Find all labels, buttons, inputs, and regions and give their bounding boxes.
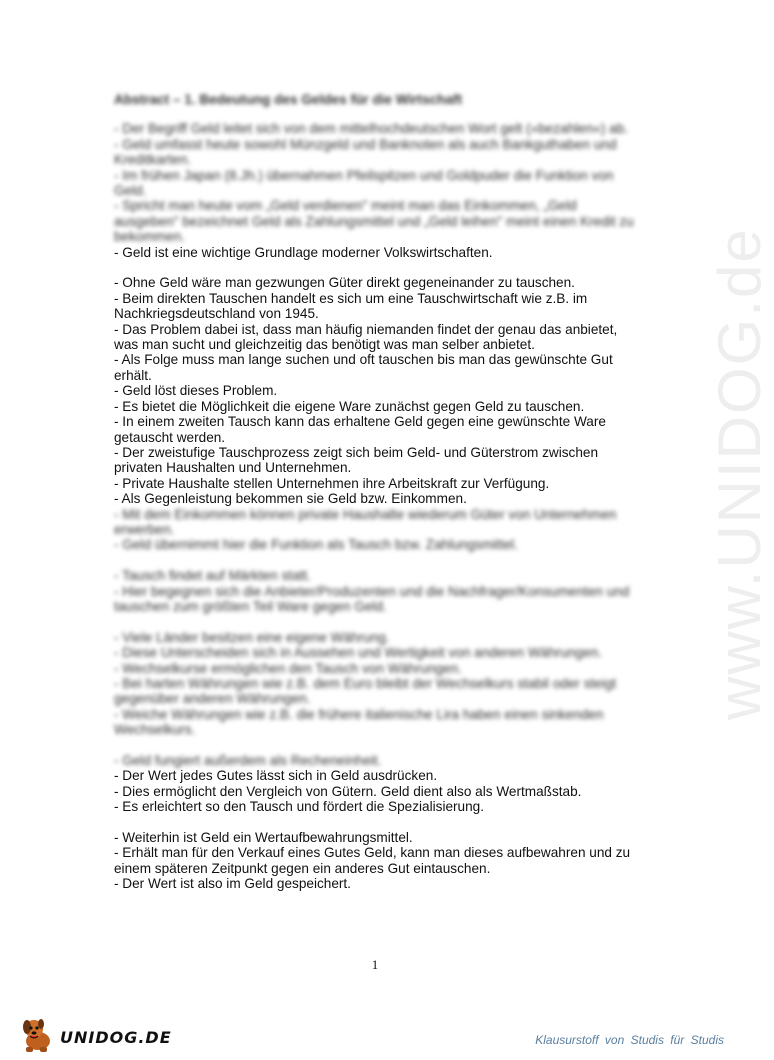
text-line: - Als Folge muss man lange suchen und oft tauschen bis man das gewünschte Gut erhält. <box>114 352 613 383</box>
blurred-text-line: - Diese Unterscheiden sich in Aussehen und Wertigkeit von anderen Währungen. <box>114 645 602 661</box>
text-line: - Der zweistufige Tauschprozess zeigt sich beim Geld- und Güterstrom zwischen privaten Haushalten und Unternehmen. <box>114 444 599 476</box>
footer-logo[interactable] <box>20 1013 172 1053</box>
text-line: - Als Gegenleistung bekommen sie Geld bzw. Einkommen. <box>114 491 467 507</box>
blurred-text-line: - Spricht man heute vom „Geld verdienen" meint man das Einkommen, „Geld ausgeben" bezeichnet Geld als Zahlungsmittel und „Geld leihen" meint einen Kredit zu bekommen. <box>114 198 634 245</box>
watermark: www.UNIDOG.de <box>706 227 773 720</box>
text-line: - Weiterhin ist Geld ein Wertaufbewahrungsmittel. <box>114 830 413 846</box>
blurred-text-line: - Bei harten Währungen wie z.B. dem Euro bleibt der Wechselkurs stabil oder steigt gegenüber anderen Währungen. <box>114 675 617 707</box>
text-line: - Beim direkten Tauschen handelt es sich um eine Tauschwirtschaft wie z.B. im Nachkriegsdeutschland von 1945. <box>114 290 588 322</box>
logo-text: UNIDOG.DE <box>60 1028 172 1047</box>
text-line: - Das Problem dabei ist, dass man häufig niemanden findet der genau das anbietet, was man sucht und gleichzeitig das benötigt was man selber anbietet. <box>114 321 618 353</box>
text-line: - Der Wert ist also im Geld gespeichert. <box>114 876 351 892</box>
blurred-text-line: - Wechselkurse ermöglichen den Tausch von Währungen. <box>114 660 462 676</box>
text-line: - Dies ermöglicht den Vergleich von Gütern. Geld dient also als Wertmaßstab. <box>114 783 582 799</box>
blurred-text-line: - Viele Länder besitzen eine eigene Währung. <box>114 629 390 645</box>
text-line: - Geld löst dieses Problem. <box>114 383 278 399</box>
dog-mascot-icon <box>20 1013 64 1053</box>
blurred-text-line: - Tausch findet auf Märkten statt. <box>114 568 311 584</box>
text-line: - Private Haushalte stellen Unternehmen ihre Arbeitskraft zur Verfügung. <box>114 475 550 491</box>
blurred-text-line: - Geld übernimmt hier die Funktion als Tausch bzw. Zahlungsmittel. <box>114 537 518 553</box>
page-number: 1 <box>371 957 379 972</box>
footer-tagline: Klausurstoff von Studis für Studis <box>535 1033 724 1047</box>
text-line: - Es erleichtert so den Tausch und fördert die Spezialisierung. <box>114 799 485 815</box>
blurred-text-line: - Mit dem Einkommen können private Haushalte wiederum Güter von Unternehmen erwerben. <box>114 506 617 537</box>
blurred-text-line: - Im frühen Japan (8.Jh.) übernahmen Pfeilspitzen und Goldpuder die Funktion von Geld. <box>114 167 614 199</box>
blurred-text-line: - Hier begegnen sich die Anbieter/Produzenten und die Nachfrager/Konsumenten und tauschen zum größten Teil Ware gegen Geld. <box>114 583 630 614</box>
text-line: - Ohne Geld wäre man gezwungen Güter direkt gegeneinander zu tauschen. <box>114 275 575 291</box>
blurred-text-line: - Der Begriff Geld leitet sich von dem mittelhochdeutschen Wort gelt (»bezahlen«) ab. <box>114 121 629 137</box>
paragraph-gap <box>114 738 639 753</box>
paragraph-gap <box>114 260 639 275</box>
document-lines <box>114 121 639 891</box>
text-line: - Es bietet die Möglichkeit die eigene Ware zunächst gegen Geld zu tauschen. <box>114 398 585 414</box>
text-line: - In einem zweiten Tausch kann das erhaltene Geld gegen eine gewünschte Ware getauscht werden. <box>114 414 606 445</box>
blurred-text-line: - Weiche Währungen wie z.B. die frühere italienische Lira haben einen sinkenden Wechselkurs. <box>114 706 604 738</box>
document-title: Abstract – 1. Bedeutung des Geldes für die Wirtschaft <box>114 92 463 107</box>
blurred-text-line: - Geld umfasst heute sowohl Münzgeld und Banknoten als auch Bankguthaben und Kreditkarten. <box>114 136 617 168</box>
paragraph-gap <box>114 614 639 629</box>
paragraph-gap <box>114 815 639 830</box>
text-line: - Geld ist eine wichtige Grundlage moderner Volkswirtschaften. <box>114 244 493 260</box>
text-line: - Erhält man für den Verkauf eines Gutes Geld, kann man dieses aufbewahren und zu einem späteren Zeitpunkt gegen ein anderes Gut eintauschen. <box>114 845 631 876</box>
paragraph-gap <box>114 553 639 568</box>
document-body <box>114 92 639 892</box>
blurred-text-line: - Geld fungiert außerdem als Recheneinheit. <box>114 753 382 768</box>
text-line: - Der Wert jedes Gutes lässt sich in Geld ausdrücken. <box>114 768 438 784</box>
